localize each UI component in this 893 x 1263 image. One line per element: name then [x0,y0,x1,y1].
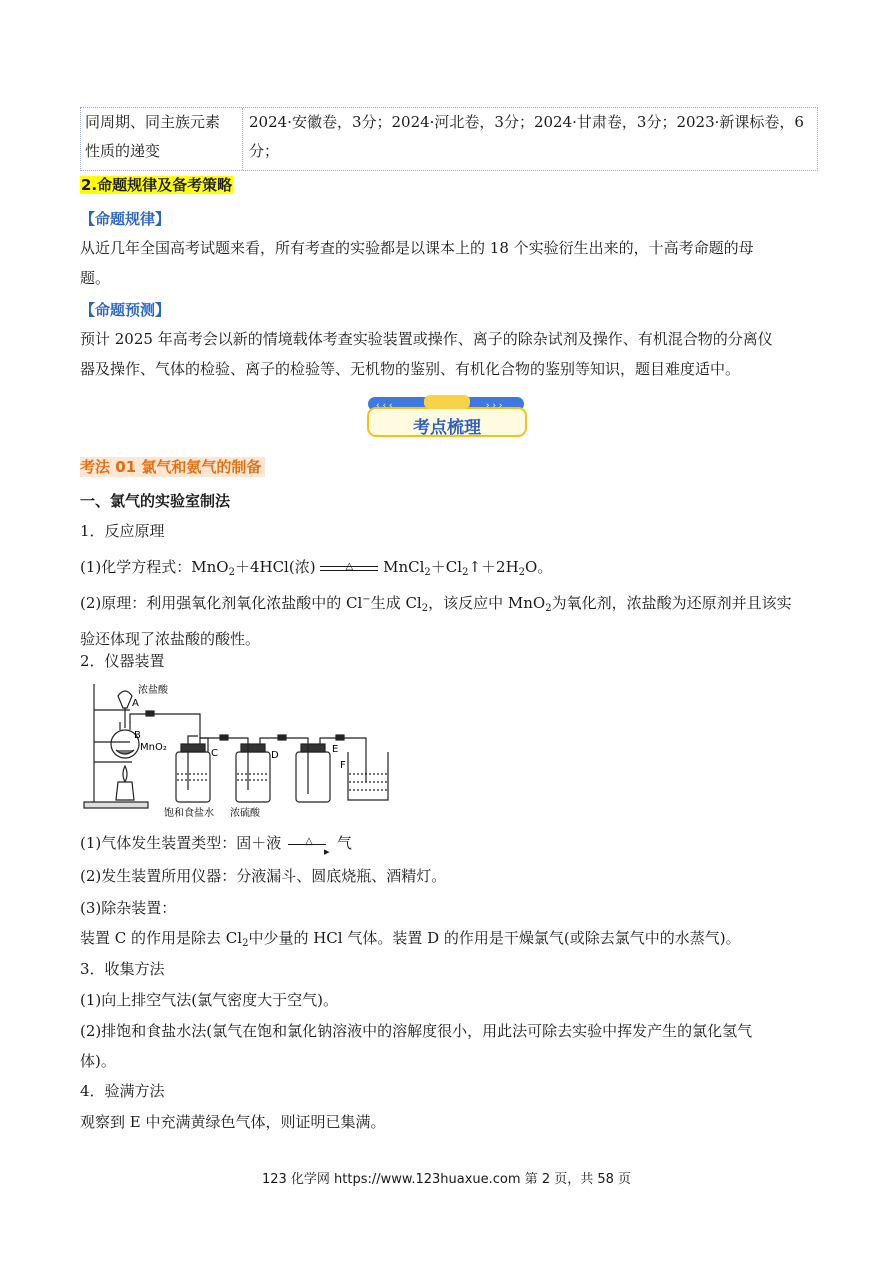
topic-line2: 性质的递变 [85,142,161,160]
type-part: 气 [336,834,352,852]
full-check: 观察到 E 中充满黄绿色气体，则证明已集满。 [80,1113,386,1131]
purify-title: (3)除杂装置： [80,899,177,917]
eq-part: (1)化学方程式：MnO [80,558,229,576]
purify-part: 装置 C 的作用是除去 Cl [80,929,243,947]
principle-sub: 2 [421,603,429,614]
heat-arrow-2: △ ▸ [286,834,332,854]
section2-title: 2.命题规律及备考策略 [81,176,233,194]
principle-sub: 2 [545,603,552,614]
purify-line [80,923,741,959]
delta-symbol-2: △ [305,836,313,847]
label-D: D [271,750,279,761]
law-line2: 题。 [80,269,111,287]
device-type-line [80,828,352,858]
collect2-line1: (2)排饱和食盐水法(氯气在饱和氯化钠溶液中的溶解度很小，用此法可除去实验中挥发产生的氯化氢气 [80,1022,753,1040]
eq-part: ↑＋2H [468,558,519,576]
collect2-line2: 体)。 [80,1052,116,1070]
principle-sup: − [362,594,371,605]
eq-part: MnCl [383,558,425,576]
label-A: A [132,698,139,709]
collect1: (1)向上排空气法(氯气密度大于空气)。 [80,991,338,1009]
label-E: E [332,744,339,755]
collect2 [80,1016,820,1076]
exam-source-table [80,107,818,171]
principle-line2: 验还体现了浓盐酸的酸性。 [80,630,261,648]
method01-title: 考法 01 氯气和氨气的制备 [80,457,265,477]
purify-sub: 2 [242,938,249,949]
method01-subtitle: 一、氯气的实验室制法 [80,492,231,510]
forecast-line2: 器及操作、气体的检验、离子的检验等、无机物的鉴别、有机化合物的鉴别等知识，题目难度适中。 [80,360,741,378]
svg-text:› › ›: › › › [486,401,503,411]
sources-line2: 分； [249,142,280,160]
table-sources-cell [249,108,814,166]
eq-sub: 2 [518,567,526,578]
page-footer: 123 化学网 https://www.123huaxue.com 第 2 页，共 58 页 [261,1172,632,1187]
label-C: C [211,748,218,759]
law-line1: 从近几年全国高考试题来看，所有考查的实验都是以课本上的 18 个实验衍生出来的，十高考命题的母 [80,239,754,257]
type-part: (1)气体发生装置类型：固＋液 [80,834,282,852]
label-F: F [340,760,346,771]
eq-sub: 2 [462,567,469,578]
chlorine-apparatus-figure [80,678,400,820]
kaodian-banner [366,394,528,440]
method01-title-wrap [80,456,265,477]
equation-line [80,552,552,588]
label-h2so4: 浓硫酸 [230,808,260,819]
forecast-label: 【命题预测】 [80,301,171,319]
principle-part: 生成 Cl [370,594,422,612]
eq-part: ＋Cl [430,558,463,576]
eq-sub: 2 [228,567,235,578]
label-B: B [134,730,141,741]
sources-line1: 2024·安徽卷，3分；2024·河北卷，3分；2024·甘肃卷，3分；2023·新课标卷，6 [249,113,804,131]
purify-part: 中少量的 HCl 气体。装置 D 的作用是干燥氯气(或除去氯气中的水蒸气)。 [248,929,741,947]
eq-part: O。 [525,558,553,576]
principle-text [80,585,820,654]
heat-arrow [320,558,378,578]
label-acid: 浓盐酸 [138,685,168,696]
principle-part: ，该反应中 MnO [428,594,546,612]
topic-line1: 同周期、同主族元素 [85,113,221,131]
forecast-line1: 预计 2025 年高考会以新的情境载体考查实验装置或操作、离子的除杂试剂及操作、有机混合物的分离仪 [80,330,773,348]
principle-part: 为氧化剂，浓盐酸为还原剂并且该实 [551,594,792,612]
eq-sub: 2 [424,567,431,578]
forecast-text [80,324,820,384]
svg-text:‹ ‹ ‹: ‹ ‹ ‹ [376,401,393,411]
delta-symbol: △ [345,561,354,572]
law-label: 【命题规律】 [80,210,171,228]
banner-label: 考点梳理 [413,418,481,438]
instruments-line: (2)发生装置所用仪器：分液漏斗、圆底烧瓶、酒精灯。 [80,867,447,885]
section2-title-wrap [80,174,233,195]
table-topic-cell [81,108,243,170]
label-brine: 饱和食盐水 [164,808,214,819]
item2-heading: 2．仪器装置 [80,652,165,670]
item3-heading: 3．收集方法 [80,960,165,978]
principle-part: (2)原理：利用强氧化剂氧化浓盐酸中的 Cl [80,594,363,612]
item1-heading: 1．反应原理 [80,522,165,540]
law-text [80,233,820,293]
label-mno2: MnO₂ [140,742,167,753]
eq-part: ＋4HCl(浓) [234,558,316,576]
item4-heading: 4．验满方法 [80,1082,165,1100]
